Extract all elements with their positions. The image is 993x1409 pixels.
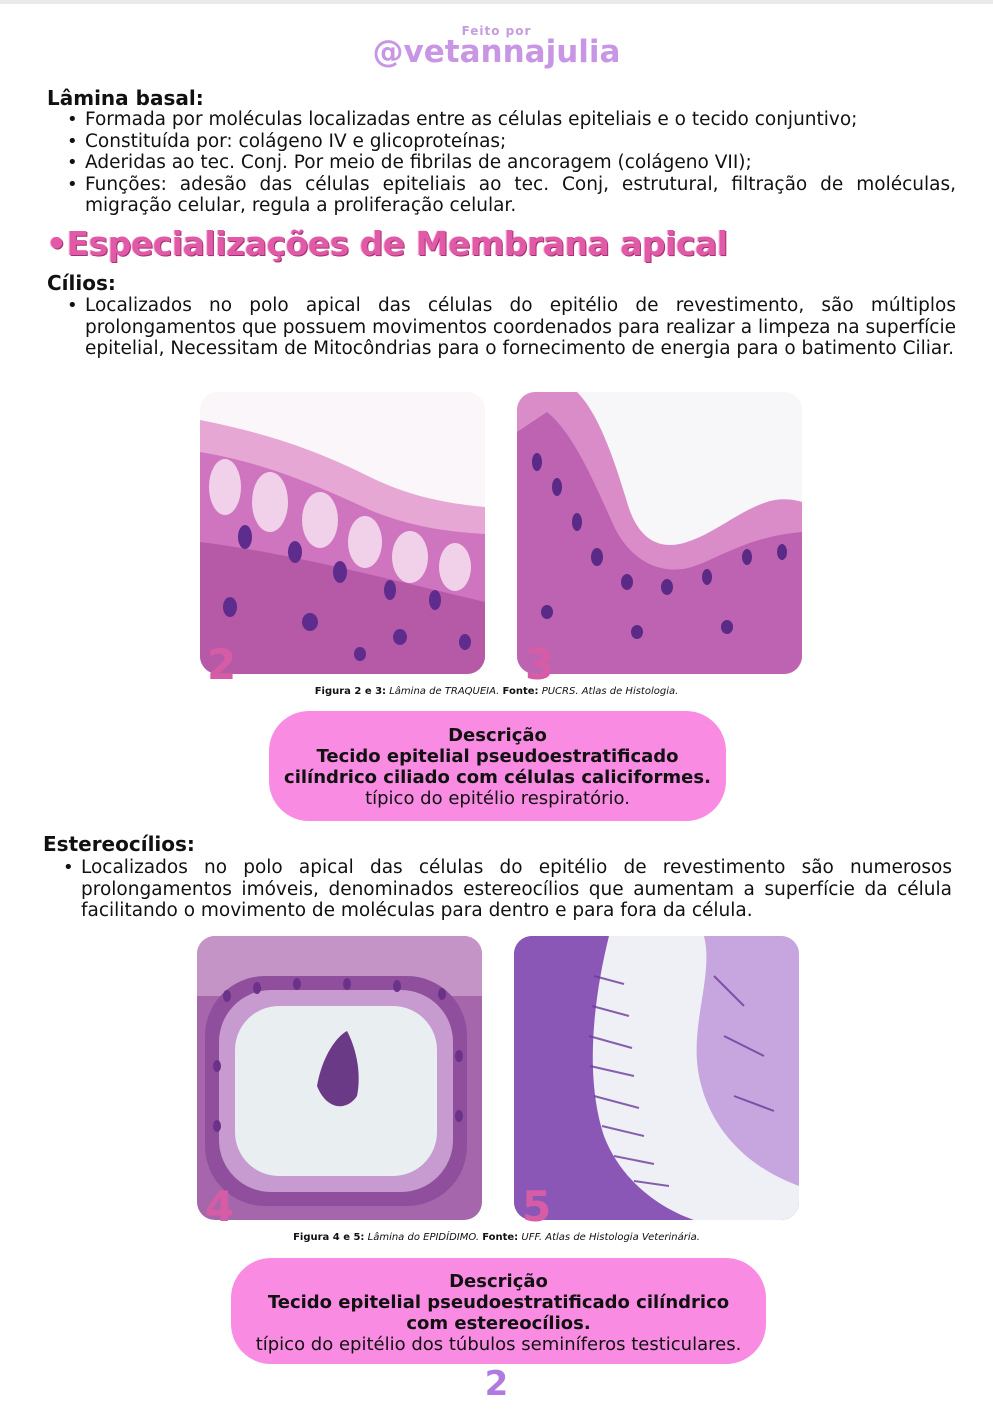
- description-title: Descrição: [449, 1271, 548, 1292]
- caption-text: Lâmina de TRAQUEIA.: [389, 686, 500, 697]
- histology-image-epididimo-1: [197, 936, 482, 1220]
- figure-number: 2: [207, 640, 237, 689]
- caption-source: PUCRS. Atlas de Histologia.: [541, 686, 679, 697]
- histology-image-traqueia-1: [200, 392, 485, 674]
- description-line: com estereocílios.: [406, 1313, 591, 1334]
- section-title: •Especializações de Membrana apical: [46, 224, 728, 263]
- caption-label: Figura 4 e 5:: [293, 1232, 365, 1243]
- description-line: Tecido epitelial pseudoestratificado: [316, 746, 679, 767]
- list-item: • Constituída por: colágeno IV e glicoproteínas;: [48, 131, 956, 153]
- list-item: • Funções: adesão das células epiteliais ao tec. Conj, estrutural, filtração de moléculas, migração celular, regula a proliferação celular.: [48, 174, 956, 217]
- estereocilios-list: [44, 857, 952, 922]
- list-item: • Aderidas ao tec. Conj. Por meio de fibrilas de ancoragem (colágeno VII);: [48, 152, 956, 174]
- histology-image-traqueia-2: [517, 392, 802, 674]
- description-line: Tecido epitelial pseudoestratificado cilíndrico: [267, 1292, 730, 1313]
- description-line: cilíndrico ciliado com células caliciformes.: [284, 767, 711, 788]
- description-box: [231, 1258, 766, 1364]
- histology-image-epididimo-2: [514, 936, 799, 1220]
- lamina-basal-list: [48, 109, 956, 217]
- top-border: [0, 0, 993, 4]
- description-line: típico do epitélio respiratório.: [365, 788, 630, 809]
- description-box: [269, 711, 726, 821]
- list-item: • Localizados no polo apical das células do epitélio de revestimento são numerosos prolongamentos imóveis, denominados estereocílios que aumentam a superfície da célula facilitando o movimento de moléculas para dentro e para fora da célula.: [44, 857, 952, 922]
- figure-number: 3: [525, 640, 555, 689]
- figure-caption: [0, 686, 993, 697]
- figure-number: 4: [205, 1182, 235, 1231]
- list-item: • Formada por moléculas localizadas entre as células epiteliais e o tecido conjuntivo;: [48, 109, 956, 131]
- caption-label: Figura 2 e 3:: [314, 686, 387, 697]
- list-item: • Localizados no polo apical das células do epitélio de revestimento, são múltiplos prolongamentos que possuem movimentos coordenados para realizar a limpeza na superfície epitelial, Necessitam de Mitocôndrias para o fornecimento de energia para o batimento Ciliar.: [48, 295, 956, 360]
- made-by-label: Feito por: [461, 24, 532, 38]
- cilios-list: [48, 295, 956, 360]
- lamina-basal-heading: Lâmina basal:: [47, 86, 204, 110]
- cilios-heading: Cílios:: [47, 271, 116, 295]
- figure-number: 5: [522, 1182, 552, 1231]
- page-number: 2: [484, 1364, 509, 1404]
- caption-source-label: Fonte:: [502, 686, 539, 697]
- description-line: típico do epitélio dos túbulos seminíferos testiculares.: [255, 1334, 742, 1355]
- author-handle: @vetannajulia: [372, 34, 621, 70]
- caption-source-label: Fonte:: [482, 1232, 519, 1243]
- caption-text: Lâmina do EPIDÍDIMO.: [367, 1232, 480, 1243]
- estereocilios-heading: Estereocílios:: [43, 832, 195, 856]
- figure-caption: [0, 1232, 993, 1243]
- description-title: Descrição: [448, 725, 547, 746]
- caption-source: UFF. Atlas de Histologia Veterinária.: [521, 1232, 700, 1243]
